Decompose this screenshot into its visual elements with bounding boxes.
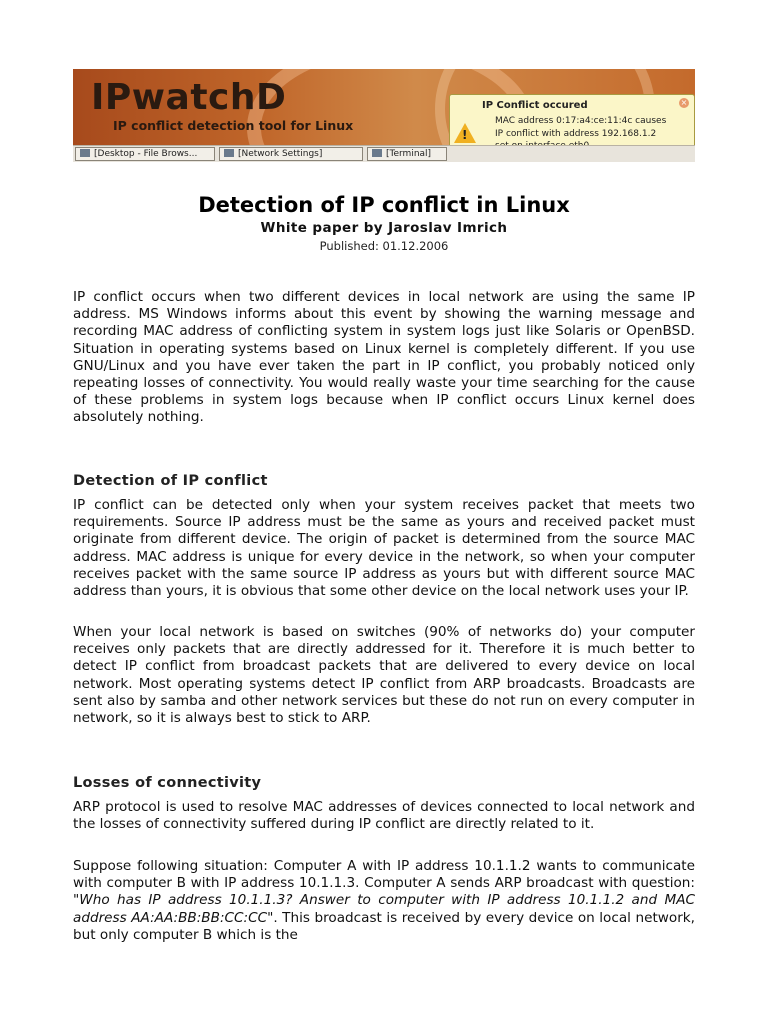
window-icon xyxy=(224,149,234,157)
taskbar xyxy=(73,145,695,162)
banner-subtitle: IP conflict detection tool for Linux xyxy=(113,118,354,133)
paragraph-text: ". This broadcast is received by every device on local network, but only computer B which is the xyxy=(73,909,695,943)
published-date: Published: 01.12.2006 xyxy=(319,239,449,253)
section-heading: Detection of IP conflict xyxy=(73,473,268,489)
window-icon xyxy=(80,149,90,157)
notification-line: MAC address 0:17:a4:ce:11:4c causes xyxy=(495,116,667,126)
quoted-arp-question: Who has IP address 10.1.1.3? Answer to computer with IP address 10.1.1.2 and MAC address AA:AA:BB:BB:CC:CC xyxy=(73,892,695,926)
notification-title: IP Conflict occured xyxy=(482,100,588,111)
document-subtitle: White paper by Jaroslav Imrich xyxy=(260,220,508,236)
taskbar-item xyxy=(367,147,447,161)
ipwatchd-banner xyxy=(73,69,695,162)
taskbar-item-label: [Terminal] xyxy=(386,149,432,159)
warning-icon-mark: ! xyxy=(462,128,468,142)
banner-title: IPwatchD xyxy=(91,77,287,118)
notification-line: IP conflict with address 192.168.1.2 xyxy=(495,128,657,139)
paragraph: IP conflict can be detected only when your system receives packet that meets two requirements. Source IP address must be the same as yours and received packet must originate from different device. The origin of packet is determined from the source MAC address. MAC address is unique for every device in the network, so when your computer receives packet with the same source IP address as yours but with different source MAC address than yours, it is obvious that some other device on the local network uses your IP. xyxy=(73,497,695,600)
paragraph-text: Suppose following situation: Computer A with IP address 10.1.1.2 wants to communicate with computer B with IP address 10.1.1.3. Computer A sends ARP broadcast with question: " xyxy=(73,858,695,909)
section-heading: Losses of connectivity xyxy=(73,775,262,791)
taskbar-item-label: [Network Settings] xyxy=(238,149,323,159)
document-title: Detection of IP conflict in Linux xyxy=(198,193,570,217)
window-icon xyxy=(372,149,382,157)
close-icon: × xyxy=(680,98,688,107)
taskbar-item xyxy=(75,147,215,161)
taskbar-item-label: [Desktop - File Brows... xyxy=(94,149,198,159)
intro-paragraph: IP conflict occurs when two different devices in local network are using the same IP address. MS Windows informs about this event by showing the warning message and recording MAC address of conflicting system in system logs just like Solaris or OpenBSD. Situation in operating systems based on Linux kernel is completely different. If you use GNU/Linux and you have ever taken the part in IP conflict, you probably noticed only repeating losses of connectivity. You would really waste your time searching for the cause of these problems in system logs because when IP conflict occurs Linux kernel does absolutely nothing. xyxy=(73,289,695,426)
paragraph xyxy=(73,858,695,944)
taskbar-item xyxy=(219,147,363,161)
paragraph: When your local network is based on switches (90% of networks do) your computer receives only packets that are directly addressed for it. Therefore it is much better to detect IP conflict from broadcast packets that are delivered to every device on local network. Most operating systems detect IP conflict from ARP broadcasts. Broadcasts are sent also by samba and other network services but these do not run on every computer in network, so it is always best to stick to ARP. xyxy=(73,624,695,727)
paragraph: ARP protocol is used to resolve MAC addresses of devices connected to local network and the losses of connectivity suffered during IP conflict are directly related to it. xyxy=(73,799,695,833)
